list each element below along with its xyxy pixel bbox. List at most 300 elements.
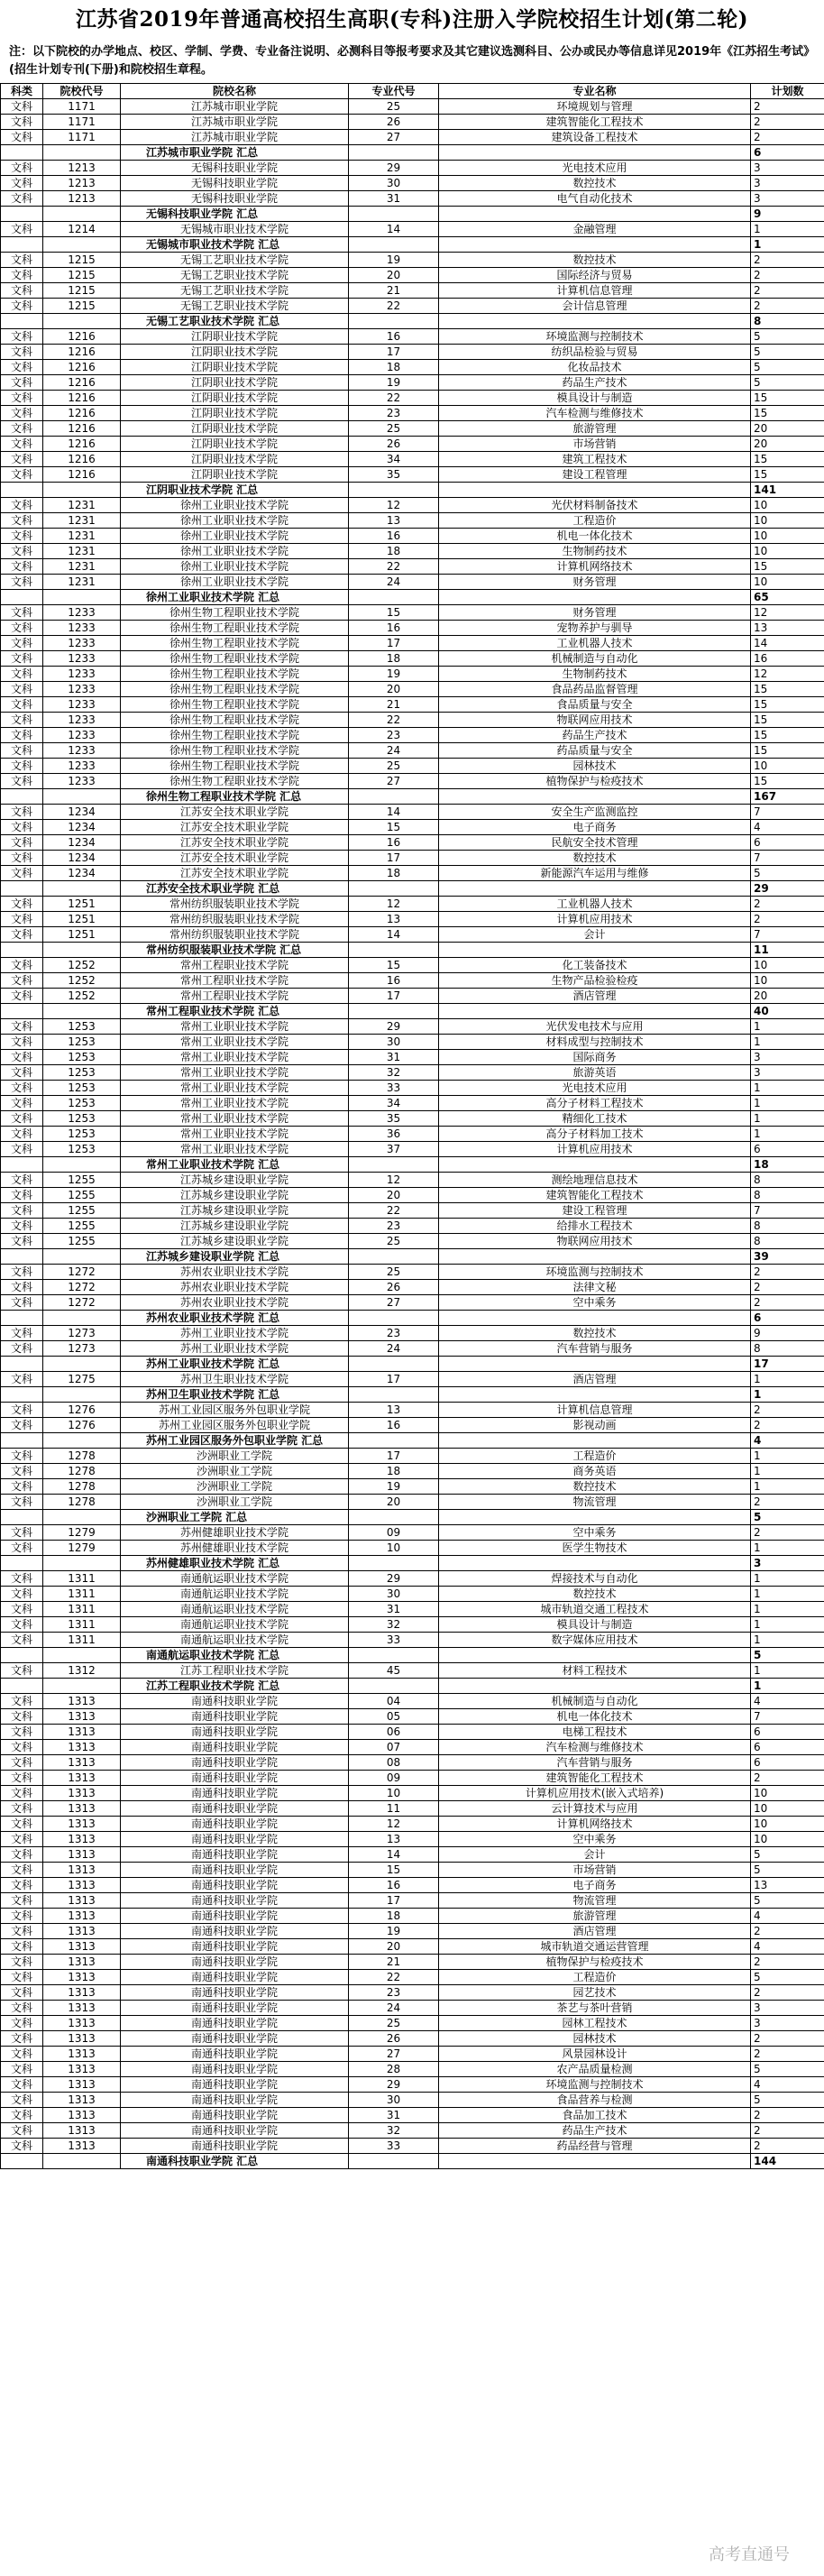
major-code-cell: 13 <box>349 1832 439 1847</box>
school-name-cell: 南通科技职业学院 <box>121 2093 349 2108</box>
school-name-cell: 徐州生物工程职业技术学院 <box>121 682 349 697</box>
major-code-cell <box>349 314 439 329</box>
major-name-cell: 宠物养护与驯导 <box>439 621 751 636</box>
school-name-cell: 江阴职业技术学院 <box>121 391 349 406</box>
category-cell: 文科 <box>1 1755 43 1771</box>
school-code-cell: 1313 <box>43 1771 121 1786</box>
plan-count-cell: 1 <box>751 1633 824 1648</box>
school-code-cell: 1313 <box>43 2123 121 2139</box>
major-code-cell <box>349 1249 439 1265</box>
table-row <box>1 1111 824 1127</box>
plan-count-cell: 7 <box>751 1709 824 1725</box>
plan-count-cell: 13 <box>751 1878 824 1893</box>
category-cell: 文科 <box>1 621 43 636</box>
school-code-cell: 1313 <box>43 1970 121 1985</box>
major-code-cell: 23 <box>349 1985 439 2001</box>
major-name-cell: 计算机信息管理 <box>439 1403 751 1418</box>
plan-count-cell: 14 <box>751 636 824 651</box>
plan-count-cell: 2 <box>751 283 824 299</box>
major-name-cell: 建筑智能化工程技术 <box>439 1188 751 1203</box>
major-code-cell: 24 <box>349 743 439 759</box>
category-cell: 文科 <box>1 360 43 375</box>
plan-count-cell: 2 <box>751 299 824 314</box>
school-name-cell: 徐州生物工程职业技术学院 <box>121 605 349 621</box>
major-code-cell: 18 <box>349 360 439 375</box>
category-cell: 文科 <box>1 375 43 391</box>
summary-row <box>1 881 824 897</box>
major-code-cell <box>349 1311 439 1326</box>
school-code-cell: 1253 <box>43 1081 121 1096</box>
category-cell: 文科 <box>1 989 43 1004</box>
school-name-cell: 江苏城市职业学院 <box>121 130 349 145</box>
major-name-cell: 工业机器人技术 <box>439 636 751 651</box>
plan-count-cell: 6 <box>751 835 824 851</box>
school-name-cell: 南通科技职业学院 <box>121 1847 349 1863</box>
school-code-cell: 1313 <box>43 1909 121 1924</box>
category-cell: 文科 <box>1 1173 43 1188</box>
school-name-cell: 常州工业职业技术学院 <box>121 1050 349 1065</box>
school-name-cell: 南通科技职业学院 <box>121 1740 349 1755</box>
table-row <box>1 989 824 1004</box>
major-code-cell: 36 <box>349 1127 439 1142</box>
school-code-cell: 1233 <box>43 743 121 759</box>
major-name-cell: 建筑智能化工程技术 <box>439 1771 751 1786</box>
table-row <box>1 1832 824 1847</box>
major-name-cell: 环境监测与控制技术 <box>439 329 751 345</box>
summary-row <box>1 237 824 253</box>
school-code-cell: 1313 <box>43 2093 121 2108</box>
major-name-cell: 安全生产监测监控 <box>439 805 751 820</box>
school-code-cell: 1234 <box>43 866 121 881</box>
plan-count-cell: 13 <box>751 621 824 636</box>
plan-count-cell: 16 <box>751 651 824 667</box>
school-code-cell <box>43 1387 121 1403</box>
major-code-cell: 15 <box>349 605 439 621</box>
school-code-cell <box>43 881 121 897</box>
category-cell: 文科 <box>1 1280 43 1295</box>
major-code-cell: 26 <box>349 2031 439 2047</box>
table-row <box>1 1863 824 1878</box>
category-cell: 文科 <box>1 2001 43 2016</box>
major-name-cell: 机械制造与自动化 <box>439 1694 751 1709</box>
category-cell: 文科 <box>1 1403 43 1418</box>
table-row <box>1 1081 824 1096</box>
school-code-cell: 1313 <box>43 1817 121 1832</box>
major-name-cell: 计算机信息管理 <box>439 283 751 299</box>
category-cell: 文科 <box>1 191 43 207</box>
category-cell: 文科 <box>1 222 43 237</box>
school-code-cell: 1216 <box>43 421 121 437</box>
plan-count-cell: 8 <box>751 1173 824 1188</box>
category-cell: 文科 <box>1 651 43 667</box>
plan-count-cell: 2 <box>751 1495 824 1510</box>
category-cell: 文科 <box>1 1786 43 1801</box>
major-code-cell: 27 <box>349 774 439 789</box>
table-row <box>1 529 824 544</box>
school-name-cell: 常州工程职业技术学院 <box>121 989 349 1004</box>
major-name-cell: 化妆品技术 <box>439 360 751 375</box>
major-code-cell: 30 <box>349 2093 439 2108</box>
school-name-cell: 江阴职业技术学院 <box>121 406 349 421</box>
category-cell <box>1 1648 43 1663</box>
school-code-cell <box>43 943 121 958</box>
table-row <box>1 222 824 237</box>
major-code-cell: 16 <box>349 329 439 345</box>
category-cell: 文科 <box>1 498 43 513</box>
school-name-cell: 南通航运职业技术学院 汇总 <box>121 1648 349 1663</box>
school-name-cell: 常州工业职业技术学院 <box>121 1096 349 1111</box>
header-plan-count: 计划数 <box>751 84 824 99</box>
admission-plan-table <box>0 83 824 2169</box>
table-row <box>1 253 824 268</box>
school-code-cell: 1216 <box>43 467 121 483</box>
table-row <box>1 544 824 559</box>
school-code-cell: 1273 <box>43 1326 121 1341</box>
table-row <box>1 176 824 191</box>
school-code-cell: 1233 <box>43 621 121 636</box>
plan-count-cell: 15 <box>751 452 824 467</box>
category-cell <box>1 590 43 605</box>
school-code-cell: 1313 <box>43 1740 121 1755</box>
major-name-cell: 物流管理 <box>439 1495 751 1510</box>
major-code-cell: 30 <box>349 1587 439 1602</box>
plan-count-cell: 2 <box>751 2123 824 2139</box>
plan-count-cell: 15 <box>751 559 824 575</box>
school-code-cell <box>43 1004 121 1019</box>
major-code-cell: 22 <box>349 1203 439 1219</box>
plan-count-cell: 1 <box>751 1602 824 1617</box>
major-name-cell: 计算机网络技术 <box>439 1817 751 1832</box>
school-name-cell: 南通科技职业学院 <box>121 1817 349 1832</box>
school-name-cell: 徐州生物工程职业技术学院 <box>121 651 349 667</box>
plan-count-cell: 12 <box>751 605 824 621</box>
school-name-cell: 无锡工艺职业技术学院 汇总 <box>121 314 349 329</box>
major-name-cell: 农产品质量检测 <box>439 2062 751 2077</box>
major-code-cell: 16 <box>349 621 439 636</box>
school-code-cell <box>43 789 121 805</box>
major-name-cell: 汽车营销与服务 <box>439 1341 751 1357</box>
plan-count-cell: 7 <box>751 927 824 943</box>
summary-row <box>1 1357 824 1372</box>
school-name-cell: 南通航运职业技术学院 <box>121 1587 349 1602</box>
school-name-cell: 徐州工业职业技术学院 <box>121 559 349 575</box>
major-code-cell <box>349 881 439 897</box>
school-name-cell: 苏州工业园区服务外包职业学院 汇总 <box>121 1433 349 1449</box>
plan-count-cell: 2 <box>751 897 824 912</box>
category-cell: 文科 <box>1 897 43 912</box>
table-row <box>1 605 824 621</box>
major-code-cell: 13 <box>349 1403 439 1418</box>
school-name-cell: 苏州农业职业技术学院 <box>121 1265 349 1280</box>
table-row <box>1 651 824 667</box>
school-name-cell: 江阴职业技术学院 汇总 <box>121 483 349 498</box>
table-row <box>1 897 824 912</box>
table-row <box>1 2062 824 2077</box>
school-name-cell: 南通航运职业技术学院 <box>121 1617 349 1633</box>
major-name-cell: 模具设计与制造 <box>439 1617 751 1633</box>
school-code-cell: 1313 <box>43 1878 121 1893</box>
table-row <box>1 621 824 636</box>
plan-count-cell: 15 <box>751 406 824 421</box>
major-code-cell <box>349 1648 439 1663</box>
school-code-cell: 1276 <box>43 1403 121 1418</box>
school-name-cell: 苏州工业职业技术学院 <box>121 1326 349 1341</box>
major-code-cell: 31 <box>349 1602 439 1617</box>
major-name-cell: 空中乘务 <box>439 1832 751 1847</box>
plan-count-cell: 5 <box>751 1648 824 1663</box>
school-code-cell: 1276 <box>43 1418 121 1433</box>
major-code-cell: 16 <box>349 973 439 989</box>
category-cell: 文科 <box>1 713 43 728</box>
category-cell: 文科 <box>1 176 43 191</box>
table-row <box>1 1709 824 1725</box>
plan-count-cell: 1 <box>751 1096 824 1111</box>
major-code-cell: 16 <box>349 529 439 544</box>
major-code-cell: 15 <box>349 820 439 835</box>
major-name-cell: 电气自动化技术 <box>439 191 751 207</box>
summary-row <box>1 789 824 805</box>
category-cell: 文科 <box>1 1909 43 1924</box>
major-code-cell: 30 <box>349 1035 439 1050</box>
table-row <box>1 1909 824 1924</box>
table-row <box>1 1418 824 1433</box>
plan-count-cell: 2 <box>751 1771 824 1786</box>
table-row <box>1 743 824 759</box>
category-cell: 文科 <box>1 1019 43 1035</box>
major-code-cell: 17 <box>349 345 439 360</box>
major-name-cell <box>439 881 751 897</box>
school-code-cell: 1251 <box>43 927 121 943</box>
school-code-cell: 1253 <box>43 1035 121 1050</box>
school-code-cell: 1278 <box>43 1449 121 1464</box>
major-code-cell: 14 <box>349 805 439 820</box>
category-cell: 文科 <box>1 1725 43 1740</box>
school-code-cell: 1215 <box>43 299 121 314</box>
school-name-cell: 南通航运职业技术学院 <box>121 1602 349 1617</box>
major-code-cell: 29 <box>349 1571 439 1587</box>
school-code-cell: 1279 <box>43 1541 121 1556</box>
category-cell: 文科 <box>1 2047 43 2062</box>
major-name-cell: 植物保护与检疫技术 <box>439 774 751 789</box>
school-name-cell: 苏州农业职业技术学院 汇总 <box>121 1311 349 1326</box>
school-name-cell: 南通航运职业技术学院 <box>121 1633 349 1648</box>
major-name-cell: 电子商务 <box>439 1878 751 1893</box>
major-name-cell: 药品经营与管理 <box>439 2139 751 2154</box>
school-name-cell: 徐州工业职业技术学院 <box>121 498 349 513</box>
school-name-cell: 苏州卫生职业技术学院 <box>121 1372 349 1387</box>
school-name-cell: 无锡科技职业学院 汇总 <box>121 207 349 222</box>
table-row <box>1 268 824 283</box>
school-code-cell: 1234 <box>43 851 121 866</box>
plan-count-cell: 15 <box>751 697 824 713</box>
major-name-cell: 会计 <box>439 1847 751 1863</box>
page-title: 江苏省2019年普通高校招生高职(专科)注册入学院校招生计划(第二轮) <box>75 7 749 32</box>
major-name-cell: 云计算技术与应用 <box>439 1801 751 1817</box>
major-name-cell: 机电一体化技术 <box>439 529 751 544</box>
school-code-cell <box>43 1311 121 1326</box>
table-row <box>1 1801 824 1817</box>
table-row <box>1 1970 824 1985</box>
plan-count-cell: 20 <box>751 437 824 452</box>
major-code-cell: 17 <box>349 1449 439 1464</box>
major-name-cell: 计算机应用技术 <box>439 912 751 927</box>
major-name-cell: 数控技术 <box>439 253 751 268</box>
major-name-cell: 财务管理 <box>439 575 751 590</box>
school-name-cell: 无锡工艺职业技术学院 <box>121 283 349 299</box>
major-code-cell: 18 <box>349 866 439 881</box>
major-code-cell: 26 <box>349 1280 439 1295</box>
major-code-cell <box>349 1510 439 1525</box>
table-row <box>1 1142 824 1157</box>
category-cell <box>1 237 43 253</box>
plan-count-cell: 1 <box>751 1449 824 1464</box>
category-cell: 文科 <box>1 253 43 268</box>
plan-count-cell: 15 <box>751 682 824 697</box>
school-code-cell: 1216 <box>43 406 121 421</box>
school-name-cell: 南通科技职业学院 <box>121 2123 349 2139</box>
major-name-cell: 物联网应用技术 <box>439 1234 751 1249</box>
school-code-cell: 1171 <box>43 115 121 130</box>
school-name-cell: 江苏安全技术职业学院 <box>121 851 349 866</box>
school-code-cell: 1216 <box>43 360 121 375</box>
category-cell: 文科 <box>1 1740 43 1755</box>
category-cell: 文科 <box>1 1771 43 1786</box>
school-code-cell: 1255 <box>43 1203 121 1219</box>
major-name-cell: 机电一体化技术 <box>439 1709 751 1725</box>
category-cell: 文科 <box>1 835 43 851</box>
school-name-cell: 江苏安全技术职业学院 <box>121 820 349 835</box>
school-code-cell: 1279 <box>43 1525 121 1541</box>
school-code-cell <box>43 1157 121 1173</box>
table-row <box>1 1847 824 1863</box>
school-name-cell: 南通科技职业学院 <box>121 2062 349 2077</box>
table-row <box>1 1939 824 1955</box>
major-name-cell: 工程造价 <box>439 513 751 529</box>
plan-count-cell: 1 <box>751 1081 824 1096</box>
school-name-cell: 沙洲职业工学院 <box>121 1464 349 1479</box>
plan-count-cell: 2 <box>751 1955 824 1970</box>
plan-count-cell: 8 <box>751 1188 824 1203</box>
major-code-cell: 22 <box>349 1970 439 1985</box>
major-code-cell: 10 <box>349 1786 439 1801</box>
school-code-cell: 1313 <box>43 1709 121 1725</box>
school-name-cell: 南通科技职业学院 <box>121 2139 349 2154</box>
plan-count-cell: 7 <box>751 1203 824 1219</box>
school-code-cell <box>43 207 121 222</box>
school-code-cell: 1313 <box>43 1786 121 1801</box>
category-cell <box>1 314 43 329</box>
school-code-cell: 1313 <box>43 2001 121 2016</box>
major-name-cell: 环境监测与控制技术 <box>439 2077 751 2093</box>
category-cell <box>1 1311 43 1326</box>
table-row <box>1 1096 824 1111</box>
plan-count-cell: 9 <box>751 1326 824 1341</box>
school-code-cell: 1252 <box>43 958 121 973</box>
plan-count-cell: 2 <box>751 912 824 927</box>
major-name-cell: 光伏材料制备技术 <box>439 498 751 513</box>
summary-row <box>1 1157 824 1173</box>
category-cell: 文科 <box>1 544 43 559</box>
school-name-cell: 徐州生物工程职业技术学院 <box>121 759 349 774</box>
category-cell: 文科 <box>1 1495 43 1510</box>
plan-count-cell: 1 <box>751 1127 824 1142</box>
plan-count-cell: 29 <box>751 881 824 897</box>
plan-count-cell: 15 <box>751 713 824 728</box>
major-name-cell: 数控技术 <box>439 1326 751 1341</box>
table-row <box>1 130 824 145</box>
plan-count-cell: 2 <box>751 130 824 145</box>
table-row <box>1 2093 824 2108</box>
plan-count-cell: 4 <box>751 820 824 835</box>
major-name-cell: 财务管理 <box>439 605 751 621</box>
table-row <box>1 2031 824 2047</box>
category-cell: 文科 <box>1 1878 43 1893</box>
major-code-cell: 14 <box>349 927 439 943</box>
major-name-cell: 旅游管理 <box>439 1909 751 1924</box>
school-code-cell: 1231 <box>43 498 121 513</box>
major-name-cell: 园林技术 <box>439 2031 751 2047</box>
major-code-cell: 17 <box>349 851 439 866</box>
table-row <box>1 1295 824 1311</box>
plan-count-cell: 5 <box>751 1847 824 1863</box>
major-name-cell: 汽车检测与维修技术 <box>439 1740 751 1755</box>
major-code-cell: 18 <box>349 1909 439 1924</box>
major-name-cell: 精细化工技术 <box>439 1111 751 1127</box>
major-code-cell: 29 <box>349 1019 439 1035</box>
table-row <box>1 1771 824 1786</box>
major-name-cell: 空中乘务 <box>439 1525 751 1541</box>
category-cell <box>1 145 43 161</box>
summary-row <box>1 1387 824 1403</box>
school-code-cell: 1253 <box>43 1111 121 1127</box>
major-code-cell: 20 <box>349 1495 439 1510</box>
school-code-cell: 1233 <box>43 697 121 713</box>
major-name-cell: 植物保护与检疫技术 <box>439 1955 751 1970</box>
major-code-cell: 19 <box>349 667 439 682</box>
major-name-cell <box>439 1387 751 1403</box>
school-name-cell: 南通科技职业学院 <box>121 1694 349 1709</box>
table-row <box>1 513 824 529</box>
table-row <box>1 1464 824 1479</box>
major-name-cell: 建设工程管理 <box>439 467 751 483</box>
major-code-cell: 32 <box>349 2123 439 2139</box>
school-code-cell: 1215 <box>43 253 121 268</box>
plan-count-cell: 5 <box>751 345 824 360</box>
school-name-cell: 南通科技职业学院 <box>121 1725 349 1740</box>
school-name-cell: 沙洲职业工学院 <box>121 1449 349 1464</box>
major-name-cell <box>439 237 751 253</box>
major-code-cell <box>349 483 439 498</box>
school-code-cell: 1255 <box>43 1188 121 1203</box>
school-code-cell: 1313 <box>43 2139 121 2154</box>
table-row <box>1 2016 824 2031</box>
school-name-cell: 南通科技职业学院 <box>121 1755 349 1771</box>
school-name-cell: 徐州工业职业技术学院 <box>121 575 349 590</box>
major-code-cell: 25 <box>349 1265 439 1280</box>
plan-count-cell: 3 <box>751 176 824 191</box>
major-code-cell: 13 <box>349 513 439 529</box>
school-name-cell: 南通科技职业学院 <box>121 1832 349 1847</box>
major-code-cell: 25 <box>349 421 439 437</box>
category-cell: 文科 <box>1 2062 43 2077</box>
category-cell: 文科 <box>1 1219 43 1234</box>
table-row <box>1 1188 824 1203</box>
plan-count-cell: 1 <box>751 237 824 253</box>
plan-count-cell: 6 <box>751 1725 824 1740</box>
table-row <box>1 1127 824 1142</box>
school-code-cell: 1313 <box>43 1939 121 1955</box>
category-cell: 文科 <box>1 2108 43 2123</box>
